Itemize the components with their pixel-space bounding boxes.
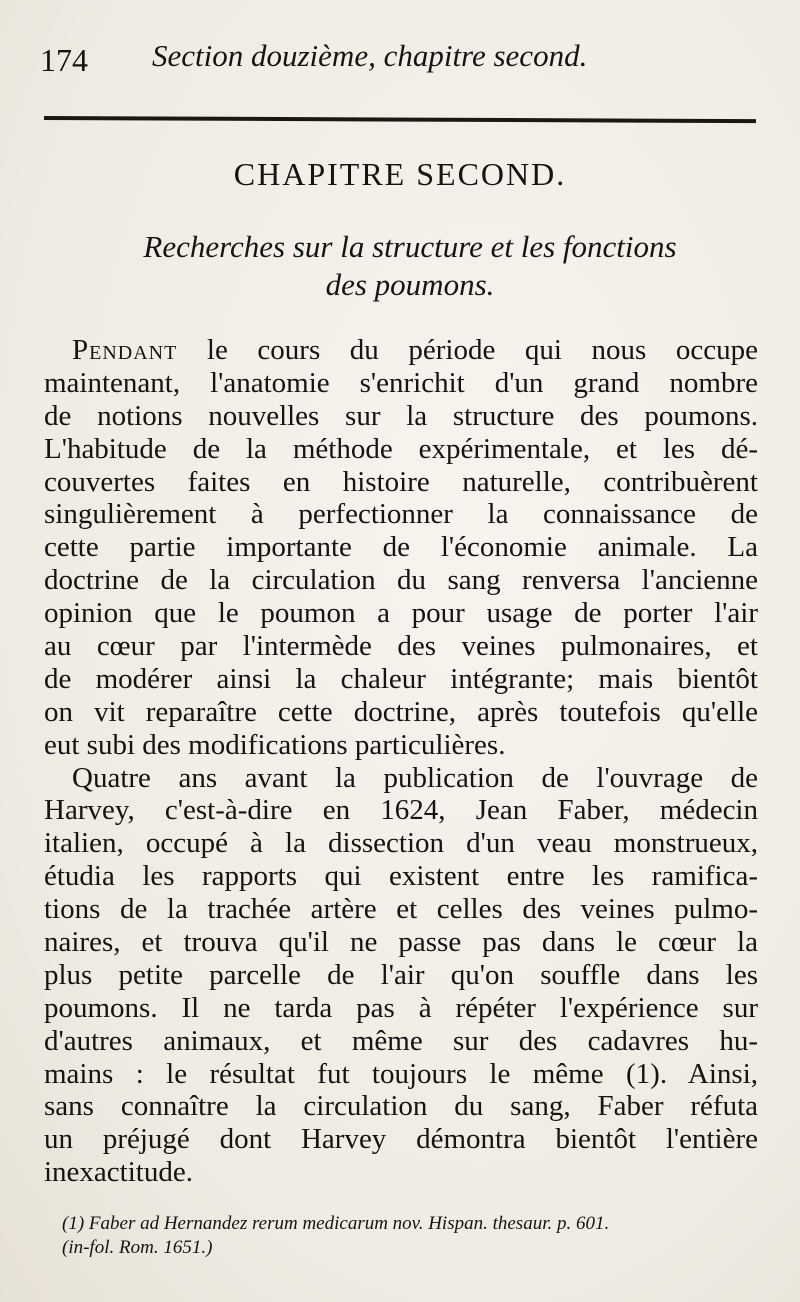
footnote-line-2: (in-fol. Rom. 1651.) — [62, 1237, 213, 1258]
text-line: opinion que le poumon a pour usage de porter l'air — [44, 597, 758, 630]
text-line: singulièrement à perfectionner la connaissance de — [44, 498, 758, 531]
text-line: poumons. Il ne tarda pas à répéter l'expérience sur — [44, 991, 758, 1024]
text-line: tions de la trachée artère et celles des veines pulmo- — [44, 893, 758, 926]
footnote-line-1: (1) Faber ad Hernandez rerum medicarum nov. Hispan. thesaur. p. 601. — [62, 1213, 610, 1234]
running-head — [40, 38, 740, 78]
text-line: italien, occupé à la dissection d'un veau monstrueux, — [44, 827, 758, 860]
header-rule — [44, 116, 756, 123]
chapter-subtitle-line-2: des poumons. — [325, 267, 495, 302]
text-line: de notions nouvelles sur la structure des poumons. — [44, 399, 758, 432]
text-line: plus petite parcelle de l'air qu'on souffle dans les — [44, 958, 758, 991]
first-word: Pendant — [72, 334, 178, 366]
body-text — [44, 334, 758, 1189]
text-line: de modérer ainsi la chaleur intégrante; mais bientôt — [44, 662, 758, 695]
text-line: Pendant le cours du période qui nous occupe — [72, 334, 758, 366]
text-line: cette partie importante de l'économie animale. La — [44, 531, 758, 564]
text-line: mains : le résultat fut toujours le même (1). Ainsi, — [44, 1057, 758, 1090]
text-line: L'habitude de la méthode expérimentale, et les dé- — [44, 432, 758, 465]
text-line: inexactitude. — [44, 1156, 193, 1189]
text-line: Quatre ans avant la publication de l'ouvrage de — [72, 761, 758, 794]
footnote — [62, 1212, 762, 1260]
text-line: au cœur par l'intermède des veines pulmonaires, et — [44, 630, 758, 663]
chapter-subtitle — [60, 228, 760, 304]
chapter-subtitle-line-1: Recherches sur la structure et les fonctions — [143, 229, 677, 264]
text-line: doctrine de la circulation du sang renversa l'ancienne — [44, 564, 758, 597]
text-line: étudia les rapports qui existent entre les ramifica- — [44, 860, 758, 893]
text-line: sans connaître la circulation du sang, Faber réfuta — [44, 1090, 758, 1123]
text-line: couvertes faites en histoire naturelle, contribuèrent — [44, 465, 758, 498]
text-line: maintenant, l'anatomie s'enrichit d'un grand nombre — [44, 366, 758, 399]
text-line: eut subi des modifications particulières. — [44, 728, 506, 761]
running-title: Section douzième, chapitre second. — [152, 38, 588, 73]
text-line: Harvey, c'est-à-dire en 1624, Jean Faber, médecin — [44, 794, 758, 827]
text-line: un préjugé dont Harvey démontra bientôt l'entière — [44, 1123, 758, 1156]
page-number: 174 — [40, 42, 88, 78]
text-line: naires, et trouva qu'il ne passe pas dans le cœur la — [44, 926, 758, 959]
text-line: on vit reparaître cette doctrine, après toutefois qu'elle — [44, 695, 758, 728]
text-line: d'autres animaux, et même sur des cadavres hu- — [44, 1024, 758, 1057]
chapter-heading: CHAPITRE SECOND. — [233, 156, 567, 192]
